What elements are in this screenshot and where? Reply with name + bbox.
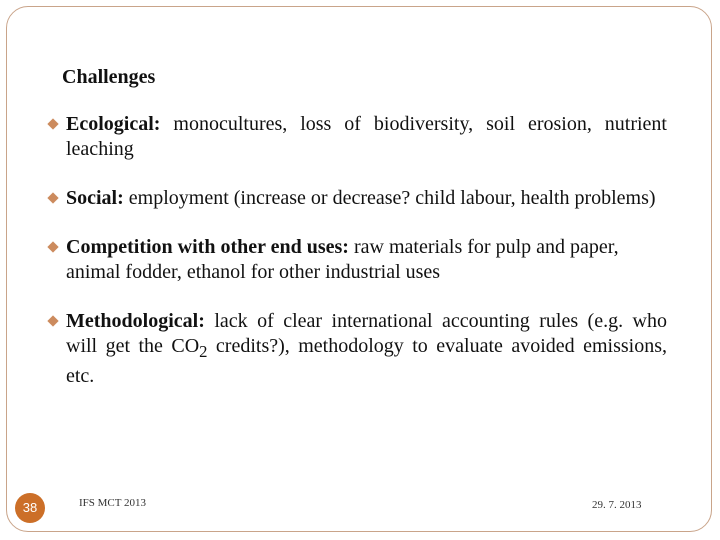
- bullet-text: raw materials for pulp and paper, animal fodder, ethanol for other industrial uses: [66, 236, 619, 283]
- bullet-text: employment (increase or decrease? child labour, health problems): [128, 187, 656, 209]
- bullet-term: Ecological:: [66, 113, 161, 135]
- bullet-text: monocultures, loss of biodiversity, soil erosion, nutrient leaching: [66, 113, 667, 160]
- diamond-bullet-icon: [47, 241, 58, 252]
- footer-date: 29. 7. 2013: [592, 499, 642, 511]
- bullet-text-after: credits?), methodology to evaluate avoided emissions, etc.: [66, 335, 667, 387]
- bullet-text-before: lack of clear international accounting rules (e.g. who will get the CO: [66, 310, 667, 357]
- slide-number-badge: 38: [15, 493, 45, 523]
- slide-title: Challenges: [62, 66, 156, 88]
- bullet-term: Social:: [66, 187, 124, 209]
- bullet-methodological: [47, 309, 667, 389]
- bullet-term: Competition with other end uses:: [66, 236, 349, 258]
- bullet-ecological: [47, 112, 667, 162]
- bullet-list: [47, 112, 667, 389]
- bullet-competition: [47, 235, 667, 285]
- bullet-social: [47, 186, 667, 211]
- co2-subscript: 2: [199, 342, 208, 361]
- diamond-bullet-icon: [47, 315, 58, 326]
- bullet-term: Methodological:: [66, 310, 205, 332]
- footer-left-text: IFS MCT 2013: [79, 497, 147, 509]
- diamond-bullet-icon: [47, 192, 58, 203]
- diamond-bullet-icon: [47, 118, 58, 129]
